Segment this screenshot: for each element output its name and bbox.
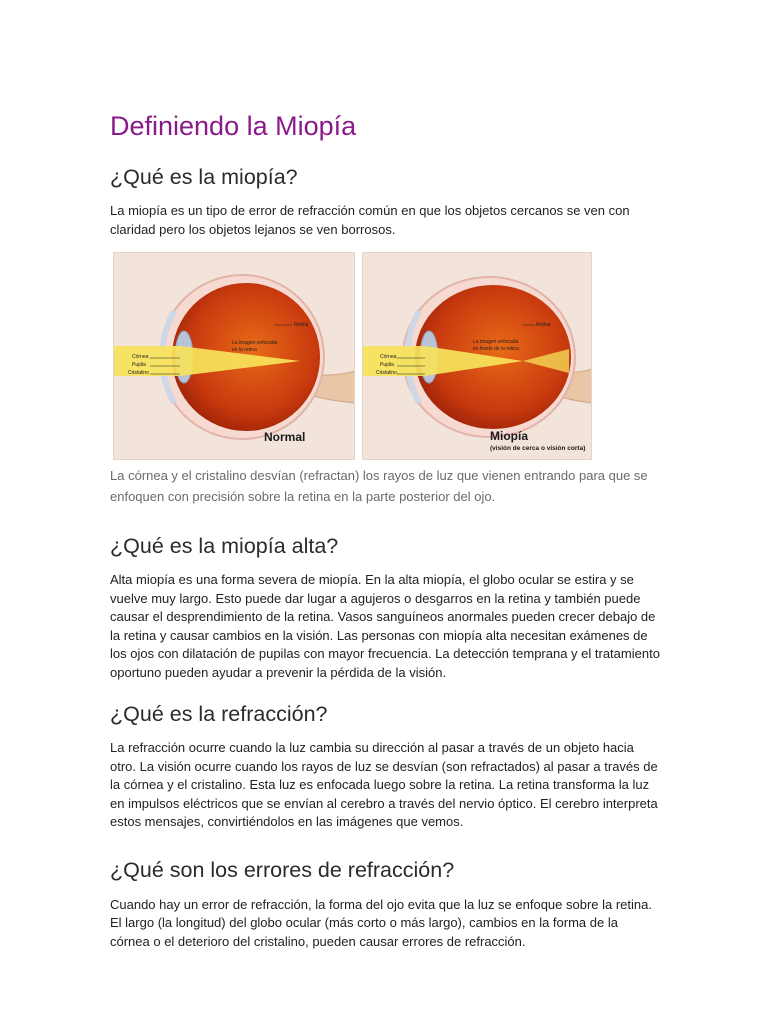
- eye-miopia-illustration: [363, 253, 592, 460]
- pupila-label-miopia: Pupila: [380, 362, 394, 368]
- miopia-eye-sublabel: (visión de cerca o visión corta): [490, 445, 586, 452]
- section-body-miopia: La miopía es un tipo de error de refracción común en que los objetos cercanos se ven con claridad pero los objetos lejanos se ven borrosos.: [110, 203, 630, 237]
- section-body-errores-refraccion: Cuando hay un error de refracción, la forma del ojo evita que la luz se enfoque sobre la retina. El largo (la longitud) del globo ocular (más corto o más largo), cambios en la forma de la córnea o el deterioro del cristalino, pueden causar errores de refracción.: [110, 896, 652, 949]
- section-heading-refraccion: ¿Qué es la refracción?: [110, 702, 328, 726]
- cristalino-label: Cristalino: [128, 370, 149, 376]
- section-body-refraccion: La refracción ocurre cuando la luz cambia su dirección al pasar a través de un objeto hacia otro. La visión ocurre cuando los rayos de luz se desvían (son refractados) al pasar a través de la córnea y el cristalino. Esta luz es enfocada luego sobre la retina. La retina transforma la luz en impulsos eléctricos que se envían al cerebro a través del nervio óptico. El cerebro interpreta estos mensajes, convirtiéndolos en las imágenes que vemos.: [110, 740, 658, 829]
- retina-label: Retina: [294, 322, 309, 328]
- eye-diagram-figure: [113, 252, 660, 460]
- eye-diagram-miopia: [362, 252, 592, 460]
- cristalino-label-miopia: Cristalino: [376, 370, 397, 376]
- section-heading-miopia-alta: ¿Qué es la miopía alta?: [110, 534, 339, 558]
- focus-note-line-2: en la retina: [232, 347, 257, 353]
- section-heading-errores-refraccion: ¿Qué son los errores de refracción?: [110, 857, 455, 882]
- retina-label-miopia: Retina: [536, 322, 551, 328]
- focus-note-line-1: La imagen enfocada: [232, 340, 278, 346]
- section-body-miopia-alta: Alta miopía es una forma severa de miopía. En la alta miopía, el globo ocular se estira y se vuelve muy largo. Esto puede dar lugar a agujeros o desgarros en la retina y también puede causar el desprendimiento de la retina. Vasos sanguíneos anormales pueden crecer debajo de la retina y causar cambios en la visión. Las personas con miopía alta necesitan exámenes de los ojos con dilatación de pupilas con mayor frecuencia. La detección temprana y el tratamiento oportuno pueden ayudar a prevenir la pérdida de la visión.: [110, 572, 660, 680]
- figure-caption: La córnea y el cristalino desvían (refractan) los rayos de luz que vienen entrando para que se enfoquen con precisión sobre la retina en la parte posterior del ojo.: [110, 468, 648, 504]
- page-title: Definiendo la Miopía: [110, 111, 357, 141]
- eye-diagram-normal: [113, 252, 355, 460]
- eye-normal-illustration: [114, 253, 355, 460]
- focus-note-miopia-line-2: en frente de la retina: [473, 346, 519, 352]
- cornea-label-miopia: Córnea: [380, 354, 397, 360]
- section-heading-miopia: ¿Qué es la miopía?: [110, 165, 298, 189]
- document-page: [110, 108, 660, 951]
- normal-eye-label: Normal: [264, 430, 306, 444]
- miopia-eye-label: Miopía: [490, 429, 528, 443]
- pupila-label: Pupila: [132, 362, 146, 368]
- cornea-label: Córnea: [132, 354, 149, 360]
- focus-note-miopia-line-1: La imagen enfocada: [473, 339, 519, 345]
